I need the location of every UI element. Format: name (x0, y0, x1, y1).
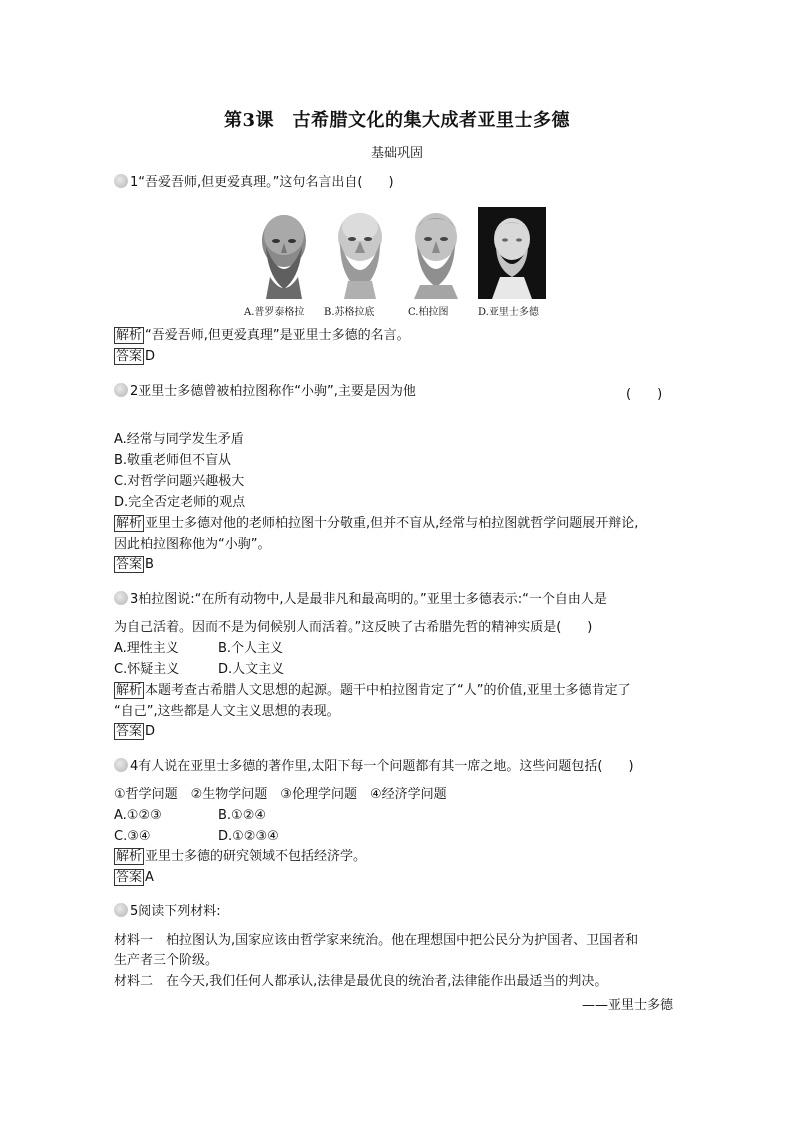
q1-answer: 答案 D (116, 349, 156, 364)
answer-tag: 答案 (116, 724, 143, 739)
q3-stem-cont: 为自己活着。因而不是为伺候别人而活着。”这反映了古希腊先哲的精神实质是( ) (114, 620, 593, 635)
q3-option-a: A.理性主义 (114, 641, 179, 656)
q3-option-b: B.个人主义 (218, 641, 284, 656)
q4-answer: 答案 A (116, 870, 154, 885)
answer-tag: 答案 (116, 557, 143, 572)
q3-stem: 3柏拉图说:“在所有动物中,人是最非凡和最高明的。”亚里士多德表示:“一个自由人是 (114, 591, 607, 609)
philosopher-images (248, 207, 558, 299)
q4-option-d: D.①②③④ (218, 829, 279, 844)
q3-option-c: C.怀疑主义 (114, 662, 180, 677)
q4-option-a: A.①②③ (114, 808, 162, 823)
q4-options-row-2 (114, 828, 279, 846)
q4-items: ①哲学问题 ②生物学问题 ③伦理学问题 ④经济学问题 (114, 787, 447, 802)
q4-option-b: B.①②④ (218, 808, 267, 823)
question-marker-icon (114, 174, 128, 188)
section-heading: 基础巩固 (370, 146, 423, 161)
q4-option-c: C.③④ (114, 829, 151, 844)
q2-analysis-cont: 因此柏拉图称他为“小驹”。 (114, 537, 271, 552)
q4-analysis: 解析 亚里士多德的研究领域不包括经济学。 (116, 849, 367, 864)
q3-analysis-cont: “自己”,这些都是人文主义思想的表现。 (114, 704, 340, 719)
bust-protagoras-icon (250, 207, 318, 299)
bust-aristotle-icon (478, 207, 546, 299)
analysis-tag: 解析 (116, 683, 143, 698)
analysis-tag: 解析 (116, 328, 143, 343)
image-captions (244, 303, 564, 319)
bust-plato-icon (402, 207, 470, 299)
caption-d: D.亚里士多德 (478, 307, 539, 318)
q5-material-1: 材料一 柏拉图认为,国家应该由哲学家来统治。他在理想国中把公民分为护国者、卫国者和 (114, 933, 639, 948)
q2-option-d: D.完全否定老师的观点 (114, 495, 246, 510)
caption-a: A.普罗泰格拉 (244, 307, 305, 318)
q3-options-row-2 (114, 661, 284, 679)
q5-material-1-cont: 生产者三个阶级。 (114, 953, 219, 968)
caption-b: B.苏格拉底 (324, 307, 375, 318)
q2-option-b: B.敬重老师但不盲从 (114, 453, 232, 468)
caption-c: C.柏拉图 (408, 307, 449, 318)
q1-analysis: 解析 “吾爱吾师,但更爱真理”是亚里士多德的名言。 (116, 328, 410, 343)
answer-tag: 答案 (116, 870, 143, 885)
q3-answer: 答案 D (116, 724, 156, 739)
lesson-title: 第3课 古希腊文化的集大成者亚里士多德 (223, 110, 571, 131)
q3-option-d: D.人文主义 (218, 662, 285, 677)
answer-tag: 答案 (116, 349, 143, 364)
q3-options-row-1 (114, 640, 283, 658)
bust-socrates-icon (326, 207, 394, 299)
q4-options-row-1 (114, 807, 266, 825)
q3-analysis: 解析 本题考查古希腊人文思想的起源。题干中柏拉图肯定了“人”的价值,亚里士多德肯定了 (116, 683, 631, 698)
q5-material-2: 材料二 在今天,我们任何人都承认,法律是最优良的统治者,法律能作出最适当的判决。 (114, 974, 608, 989)
q2-option-c: C.对哲学问题兴趣极大 (114, 474, 245, 489)
question-marker-icon (114, 383, 128, 397)
q2-analysis: 解析 亚里士多德对他的老师柏拉图十分敬重,但并不盲从,经常与柏拉图就哲学问题展开辩论, (116, 516, 639, 531)
q2-stem: 2亚里士多德曾被柏拉图称作“小驹”,主要是因为他 (114, 383, 416, 401)
analysis-tag: 解析 (116, 849, 143, 864)
question-marker-icon (114, 591, 128, 605)
q1-stem: 1“吾爱吾师,但更爱真理。”这句名言出自( ) (114, 174, 394, 192)
q5-stem: 5阅读下列材料: (114, 903, 221, 921)
q2-answer-blank: ( ) (626, 387, 663, 402)
analysis-tag: 解析 (116, 516, 143, 531)
q4-stem: 4有人说在亚里士多德的著作里,太阳下每一个问题都有其一席之地。这些问题包括( ) (114, 758, 634, 776)
q5-source: ——亚里士多德 (582, 998, 674, 1013)
question-marker-icon (114, 758, 128, 772)
q2-option-a: A.经常与同学发生矛盾 (114, 432, 244, 447)
question-marker-icon (114, 903, 128, 917)
q2-answer: 答案 B (116, 557, 154, 572)
